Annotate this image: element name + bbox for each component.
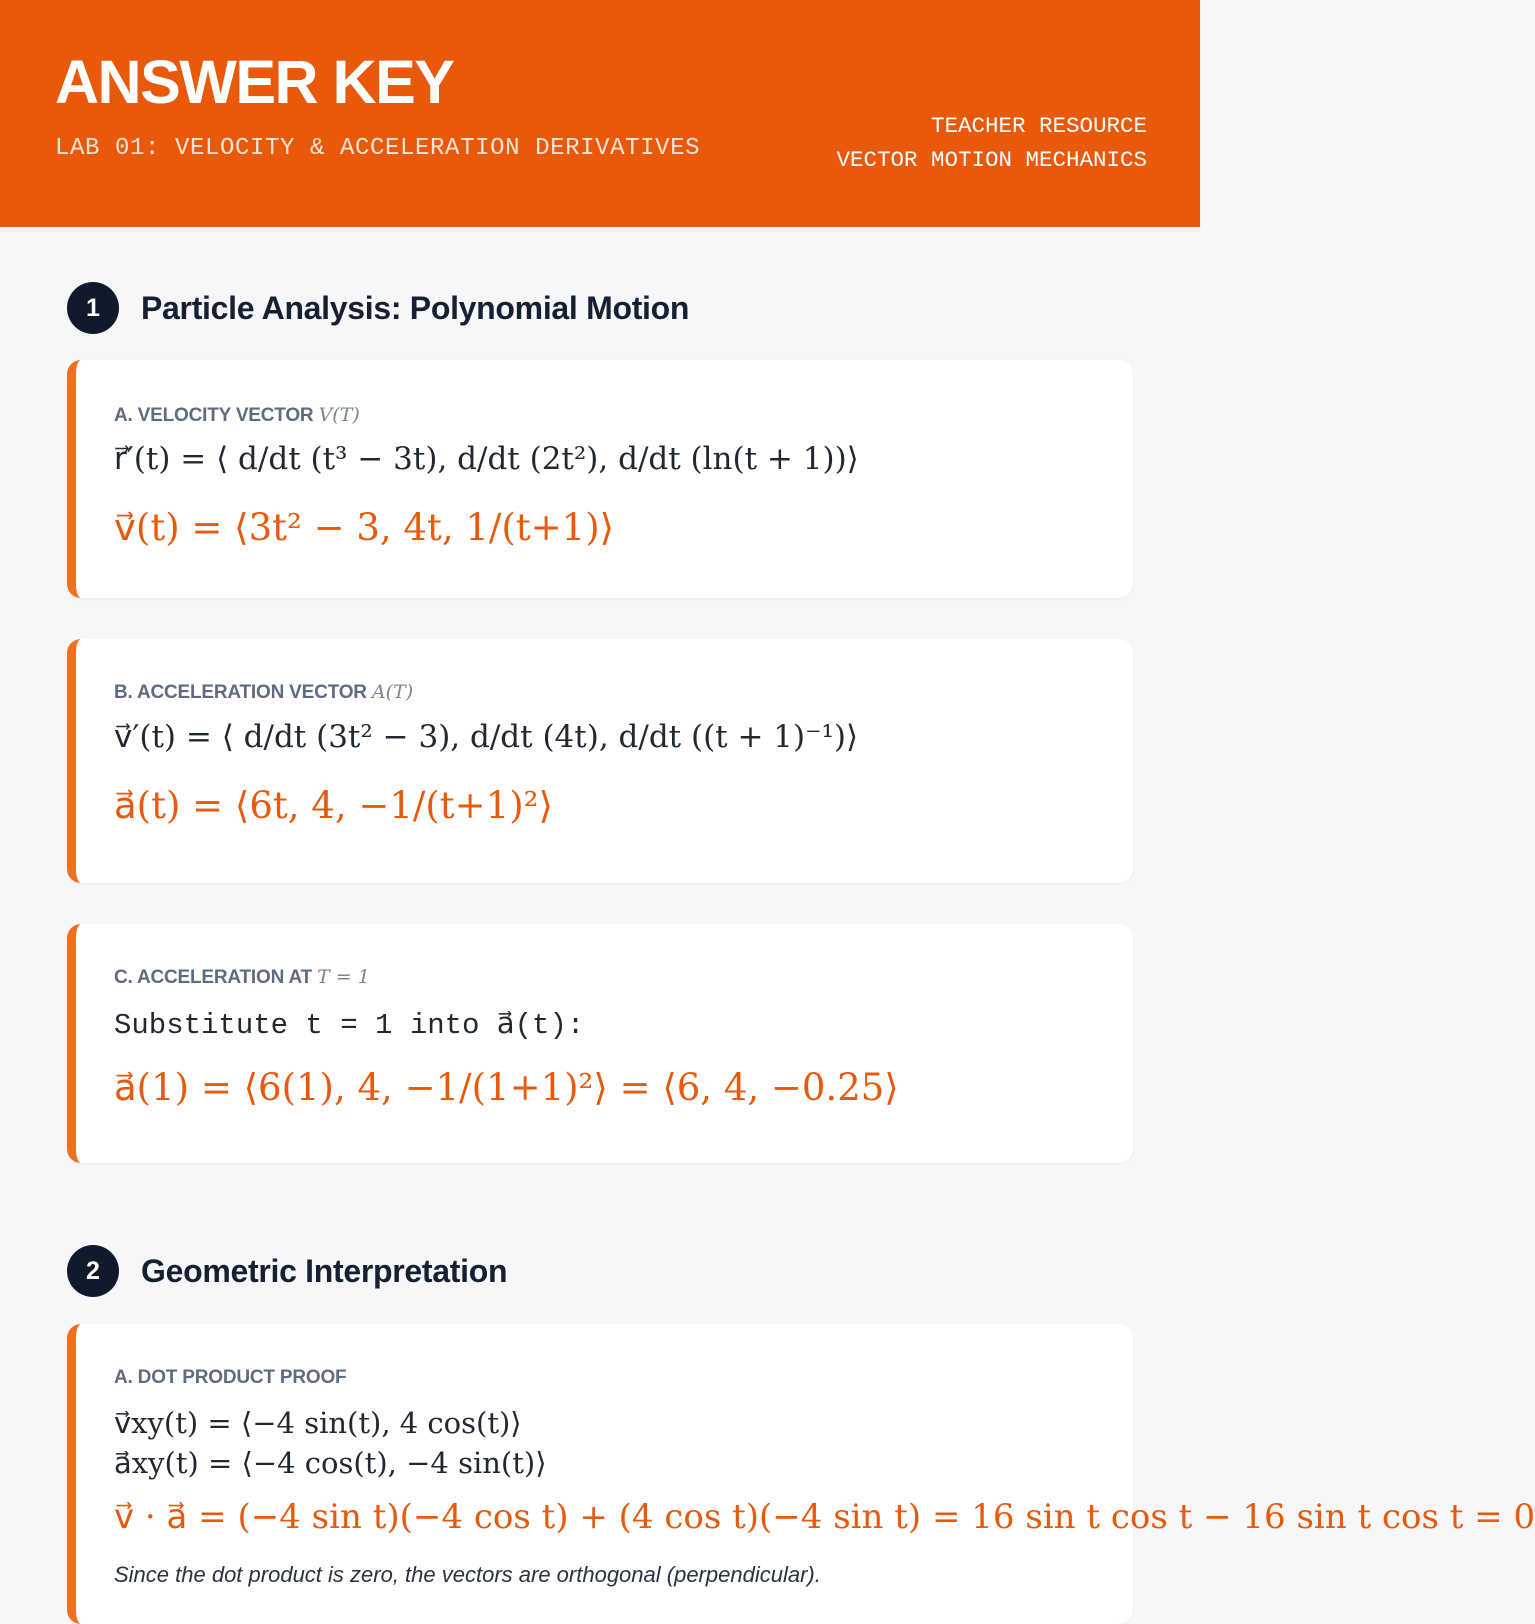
card-label-variable: A(T) <box>371 681 414 703</box>
card-label-text: B. ACCELERATION VECTOR <box>114 682 367 703</box>
page-title: ANSWER KEY <box>55 48 454 116</box>
course-topic: VECTOR MOTION MECHANICS <box>836 147 1147 173</box>
lab-subtitle: LAB 01: VELOCITY & ACCELERATION DERIVATIVES <box>55 135 701 162</box>
acceleration-xy-line: a⃗xy(t) = ⟨−4 cos(t), −4 sin(t)⟩ <box>114 1446 547 1480</box>
section-1-heading <box>67 282 689 334</box>
dot-product-proof-card <box>67 1324 1535 1624</box>
section-2-heading <box>67 1245 507 1297</box>
section-number-badge: 1 <box>67 282 119 334</box>
answer-key-header <box>0 0 1200 227</box>
section-title: Geometric Interpretation <box>141 1252 508 1289</box>
card-label <box>114 968 370 987</box>
velocity-xy-line: v⃗xy(t) = ⟨−4 sin(t), 4 cos(t)⟩ <box>114 1406 522 1440</box>
velocity-vector-card <box>67 360 1133 598</box>
dot-product-result: v⃗ · a⃗ = (−4 sin t)(−4 cos t) + (4 cos t)(−4 sin t) = 16 sin t cos t − 16 sin t cos t = 0 <box>114 1497 1535 1537</box>
card-label-text: C. ACCELERATION AT <box>114 967 312 988</box>
card-label: A. DOT PRODUCT PROOF <box>114 1367 347 1388</box>
header-meta <box>836 109 1147 177</box>
velocity-result: v⃗(t) = ⟨3t² − 3, 4t, 1/(t+1)⟩ <box>114 506 615 549</box>
card-label <box>114 406 360 425</box>
acceleration-result: a⃗(t) = ⟨6t, 4, −1/(t+1)²⟩ <box>114 784 553 827</box>
card-label-variable: V(T) <box>318 404 360 426</box>
velocity-derivative-work: r⃗′(t) = ⟨ d/dt (t³ − 3t), d/dt (2t²), d/dt (ln(t + 1))⟩ <box>114 441 859 477</box>
acceleration-at-t1-card <box>67 924 1133 1163</box>
card-label-variable: T = 1 <box>317 966 370 988</box>
orthogonality-note: Since the dot product is zero, the vectors are orthogonal (perpendicular). <box>114 1562 821 1587</box>
card-label-text: A. VELOCITY VECTOR <box>114 405 314 426</box>
section-number-badge: 2 <box>67 1245 119 1297</box>
acceleration-at-t1-result: a⃗(1) = ⟨6(1), 4, −1/(1+1)²⟩ = ⟨6, 4, −0.25⟩ <box>114 1066 899 1109</box>
substitution-instruction: Substitute t = 1 into a⃗(t): <box>114 1009 585 1042</box>
acceleration-derivative-work: v⃗′(t) = ⟨ d/dt (3t² − 3), d/dt (4t), d/dt ((t + 1)⁻¹)⟩ <box>114 719 859 755</box>
section-title: Particle Analysis: Polynomial Motion <box>141 289 690 326</box>
card-label <box>114 683 413 702</box>
resource-type: TEACHER RESOURCE <box>930 113 1147 139</box>
acceleration-vector-card <box>67 639 1133 883</box>
